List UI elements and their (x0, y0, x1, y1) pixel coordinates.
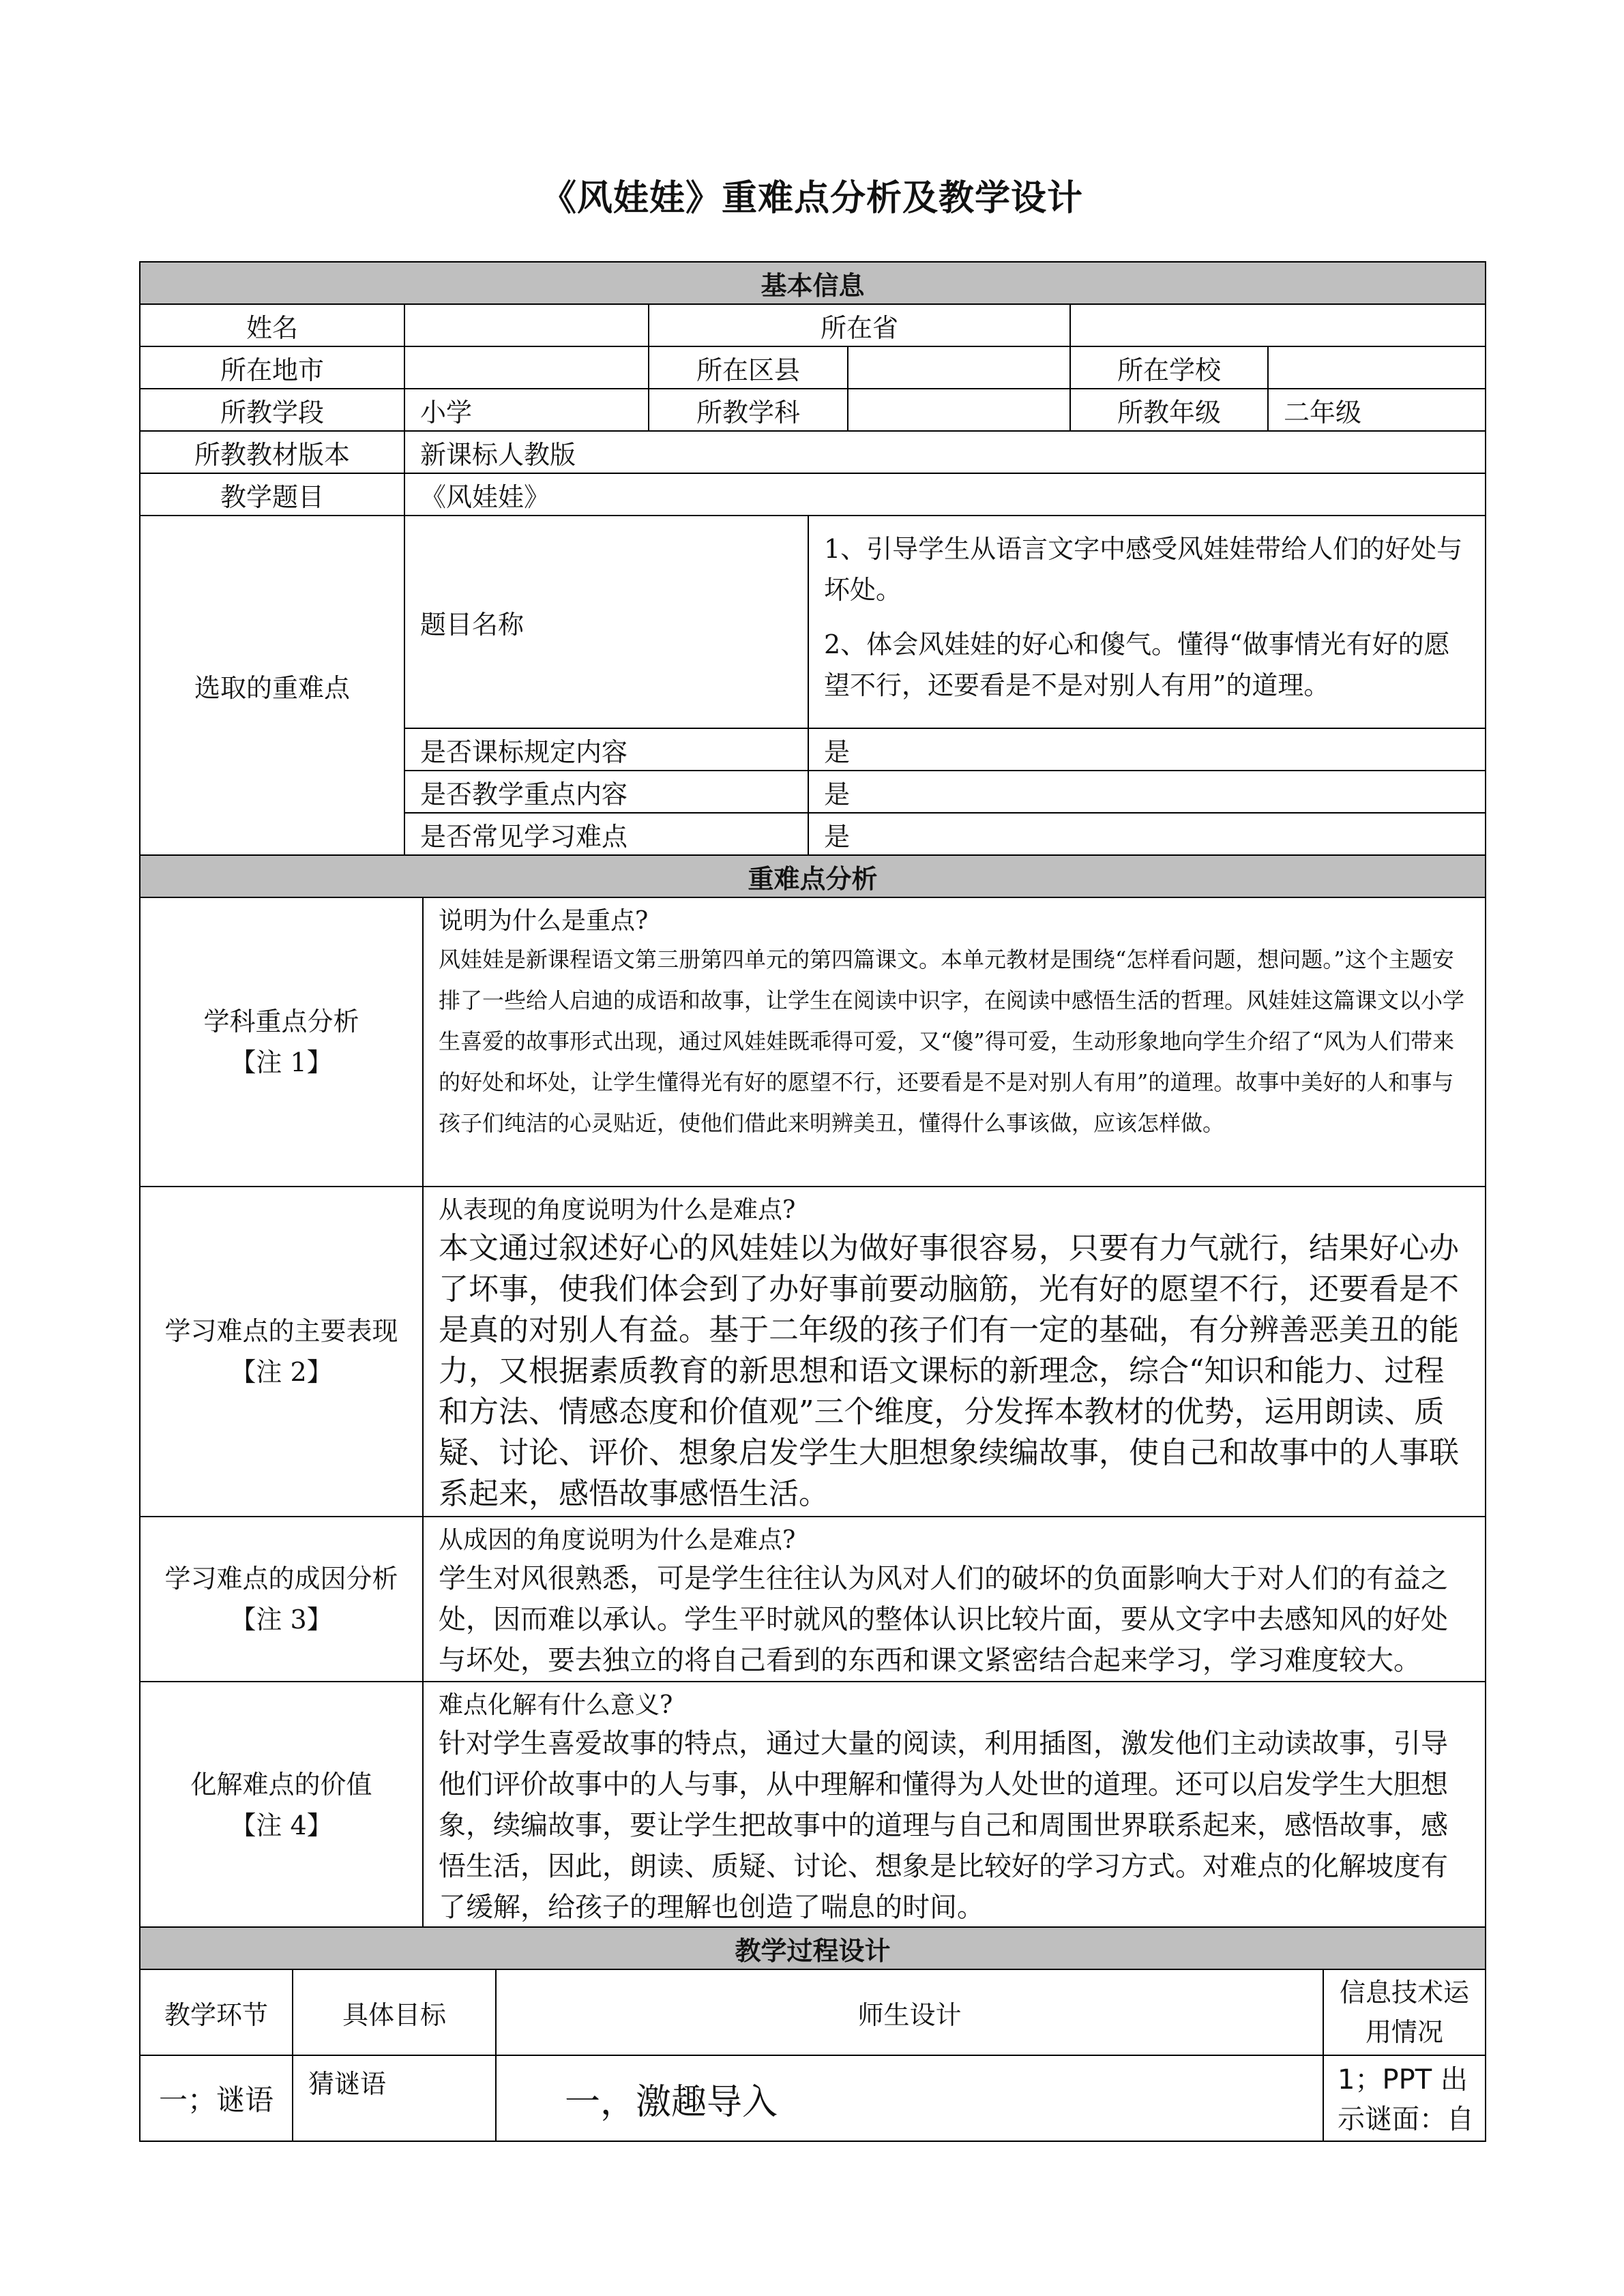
analysis-note: 【注 4】 (230, 1810, 333, 1840)
focus-point-2: 2、体会风娃娃的好心和傻气。懂得“做事情光有好的愿望不行，还要看是不是对别人有用”的道理。 (824, 629, 1450, 700)
subject-label: 所教学科 (649, 389, 848, 431)
edition-value: 新课标人教版 (404, 431, 1486, 473)
analysis-question: 说明为什么是重点? (439, 907, 649, 935)
analysis-text: 本文通过叙述好心的风娃娃以为做好事很容易，只要有力气就行，结果好心办了坏事，使我们体会到了办好事前要动脑筋，光有好的愿望不行，还要看是不是真的对别人有益。基于二年级的孩子们有一定的基础，有分辨善恶美丑的能力，又根据素质教育的新思想和语文课标的新理念，综合“知识和能力、过程和方法、情感态度和价值观”三个维度，分发挥本教材的优势，运用朗读、质疑、讨论、评价、想象启发学生大胆想象续编故事，使自己和故事中的人事联系起来，感悟故事感悟生活。 (439, 1231, 1459, 1511)
row-goal: 猜谜语 (293, 2055, 496, 2141)
process-table (139, 1926, 1486, 2142)
analysis-label: 学习难点的成因分析 (164, 1564, 398, 1594)
curriculum-question-value: 是 (808, 728, 1486, 771)
analysis-content (423, 1517, 1486, 1682)
section-process: 教学过程设计 (140, 1927, 1486, 1969)
section-basic-info: 基本信息 (140, 262, 1486, 304)
analysis-table (139, 854, 1486, 1929)
analysis-content (423, 1187, 1486, 1517)
row-design: 一，激趣导入 (496, 2055, 1323, 2141)
curriculum-question-label: 是否课标规定内容 (404, 728, 808, 771)
analysis-content (423, 897, 1486, 1187)
school-value (1268, 346, 1486, 389)
name-value (404, 304, 649, 346)
header-tech: 信息技术运用情况 (1323, 1969, 1486, 2055)
analysis-question: 从表现的角度说明为什么是难点? (439, 1196, 796, 1224)
focus-label: 选取的重难点 (140, 516, 404, 855)
analysis-label: 学科重点分析 (203, 1007, 359, 1037)
stage-value: 小学 (404, 389, 649, 431)
analysis-row-key-points (140, 897, 423, 1187)
focus-point-1: 1、引导学生从语言文字中感受风娃娃带给人们的好处与坏处。 (824, 534, 1463, 605)
analysis-row-difficulty-cause (140, 1517, 423, 1682)
key-point-question-value: 是 (808, 771, 1486, 813)
analysis-row-difficulty-expression (140, 1187, 423, 1517)
province-value (1070, 304, 1486, 346)
analysis-question: 难点化解有什么意义? (439, 1691, 673, 1719)
city-label: 所在地市 (140, 346, 404, 389)
edition-label: 所教教材版本 (140, 431, 404, 473)
analysis-text: 风娃娃是新课程语文第三册第四单元的第四篇课文。本单元教材是围绕“怎样看问题，想问题。”这个主题安排了一些给人启迪的成语和故事，让学生在阅读中识字，在阅读中感悟生活的哲理。风娃娃这篇课文以小学生喜爱的故事形式出现，通过风娃娃既乖得可爱，又“傻”得可爱，生动形象地向学生介绍了“风为人们带来的好处和坏处，让学生懂得光有好的愿望不行，还要看是不是对别人有用”的道理。故事中美好的人和事与孩子们纯洁的心灵贴近，使他们借此来明辨美丑，懂得什么事该做，应该怎样做。 (439, 946, 1465, 1136)
focus-name-label: 题目名称 (404, 516, 808, 728)
section-analysis: 重难点分析 (140, 855, 1486, 897)
analysis-text: 学生对风很熟悉，可是学生往往认为风对人们的破坏的负面影响大于对人们的有益之处，因而难以承认。学生平时就风的整体认识比较片面，要从文字中去感知风的好处与坏处，要去独立的将自己看到的东西和课文紧密结合起来学习，学习难度较大。 (439, 1563, 1448, 1676)
subject-value (848, 389, 1070, 431)
analysis-text: 针对学生喜爱故事的特点，通过大量的阅读，利用插图，激发他们主动读故事，引导他们评价故事中的人与事，从中理解和懂得为人处世的道理。还可以启发学生大胆想象，续编故事，要让学生把故事中的道理与自己和周围世界联系起来，感悟故事，感悟生活，因此，朗读、质疑、讨论、想象是比较好的学习方式。对难点的化解坡度有了缓解，给孩子的理解也创造了喘息的时间。 (439, 1728, 1448, 1923)
difficulty-question-value: 是 (808, 813, 1486, 855)
analysis-note: 【注 3】 (230, 1605, 333, 1635)
district-label: 所在区县 (649, 346, 848, 389)
school-label: 所在学校 (1070, 346, 1268, 389)
row-tech: 1；PPT 出示谜面：自 (1323, 2055, 1486, 2141)
city-value (404, 346, 649, 389)
stage-label: 所教学段 (140, 389, 404, 431)
grade-value: 二年级 (1268, 389, 1486, 431)
district-value (848, 346, 1070, 389)
header-goal: 具体目标 (293, 1969, 496, 2055)
analysis-question: 从成因的角度说明为什么是难点? (439, 1526, 796, 1554)
analysis-content (423, 1682, 1486, 1928)
analysis-label: 学习难点的主要表现 (164, 1316, 398, 1346)
grade-label: 所教年级 (1070, 389, 1268, 431)
row-stage: 一；谜语 (140, 2055, 293, 2141)
header-stage: 教学环节 (140, 1969, 293, 2055)
difficulty-question-label: 是否常见学习难点 (404, 813, 808, 855)
analysis-label: 化解难点的价值 (190, 1770, 372, 1800)
province-label: 所在省 (649, 304, 1070, 346)
topic-label: 教学题目 (140, 473, 404, 516)
key-point-question-label: 是否教学重点内容 (404, 771, 808, 813)
analysis-row-resolution-value (140, 1682, 423, 1928)
basic-info-table (139, 261, 1486, 516)
focus-table (139, 515, 1486, 856)
topic-value: 《风娃娃》 (404, 473, 1486, 516)
document-title: 《风娃娃》重难点分析及教学设计 (540, 178, 1083, 219)
focus-points (808, 516, 1486, 728)
analysis-note: 【注 2】 (230, 1357, 333, 1387)
header-design: 师生设计 (496, 1969, 1323, 2055)
name-label: 姓名 (140, 304, 404, 346)
analysis-note: 【注 1】 (230, 1047, 333, 1077)
